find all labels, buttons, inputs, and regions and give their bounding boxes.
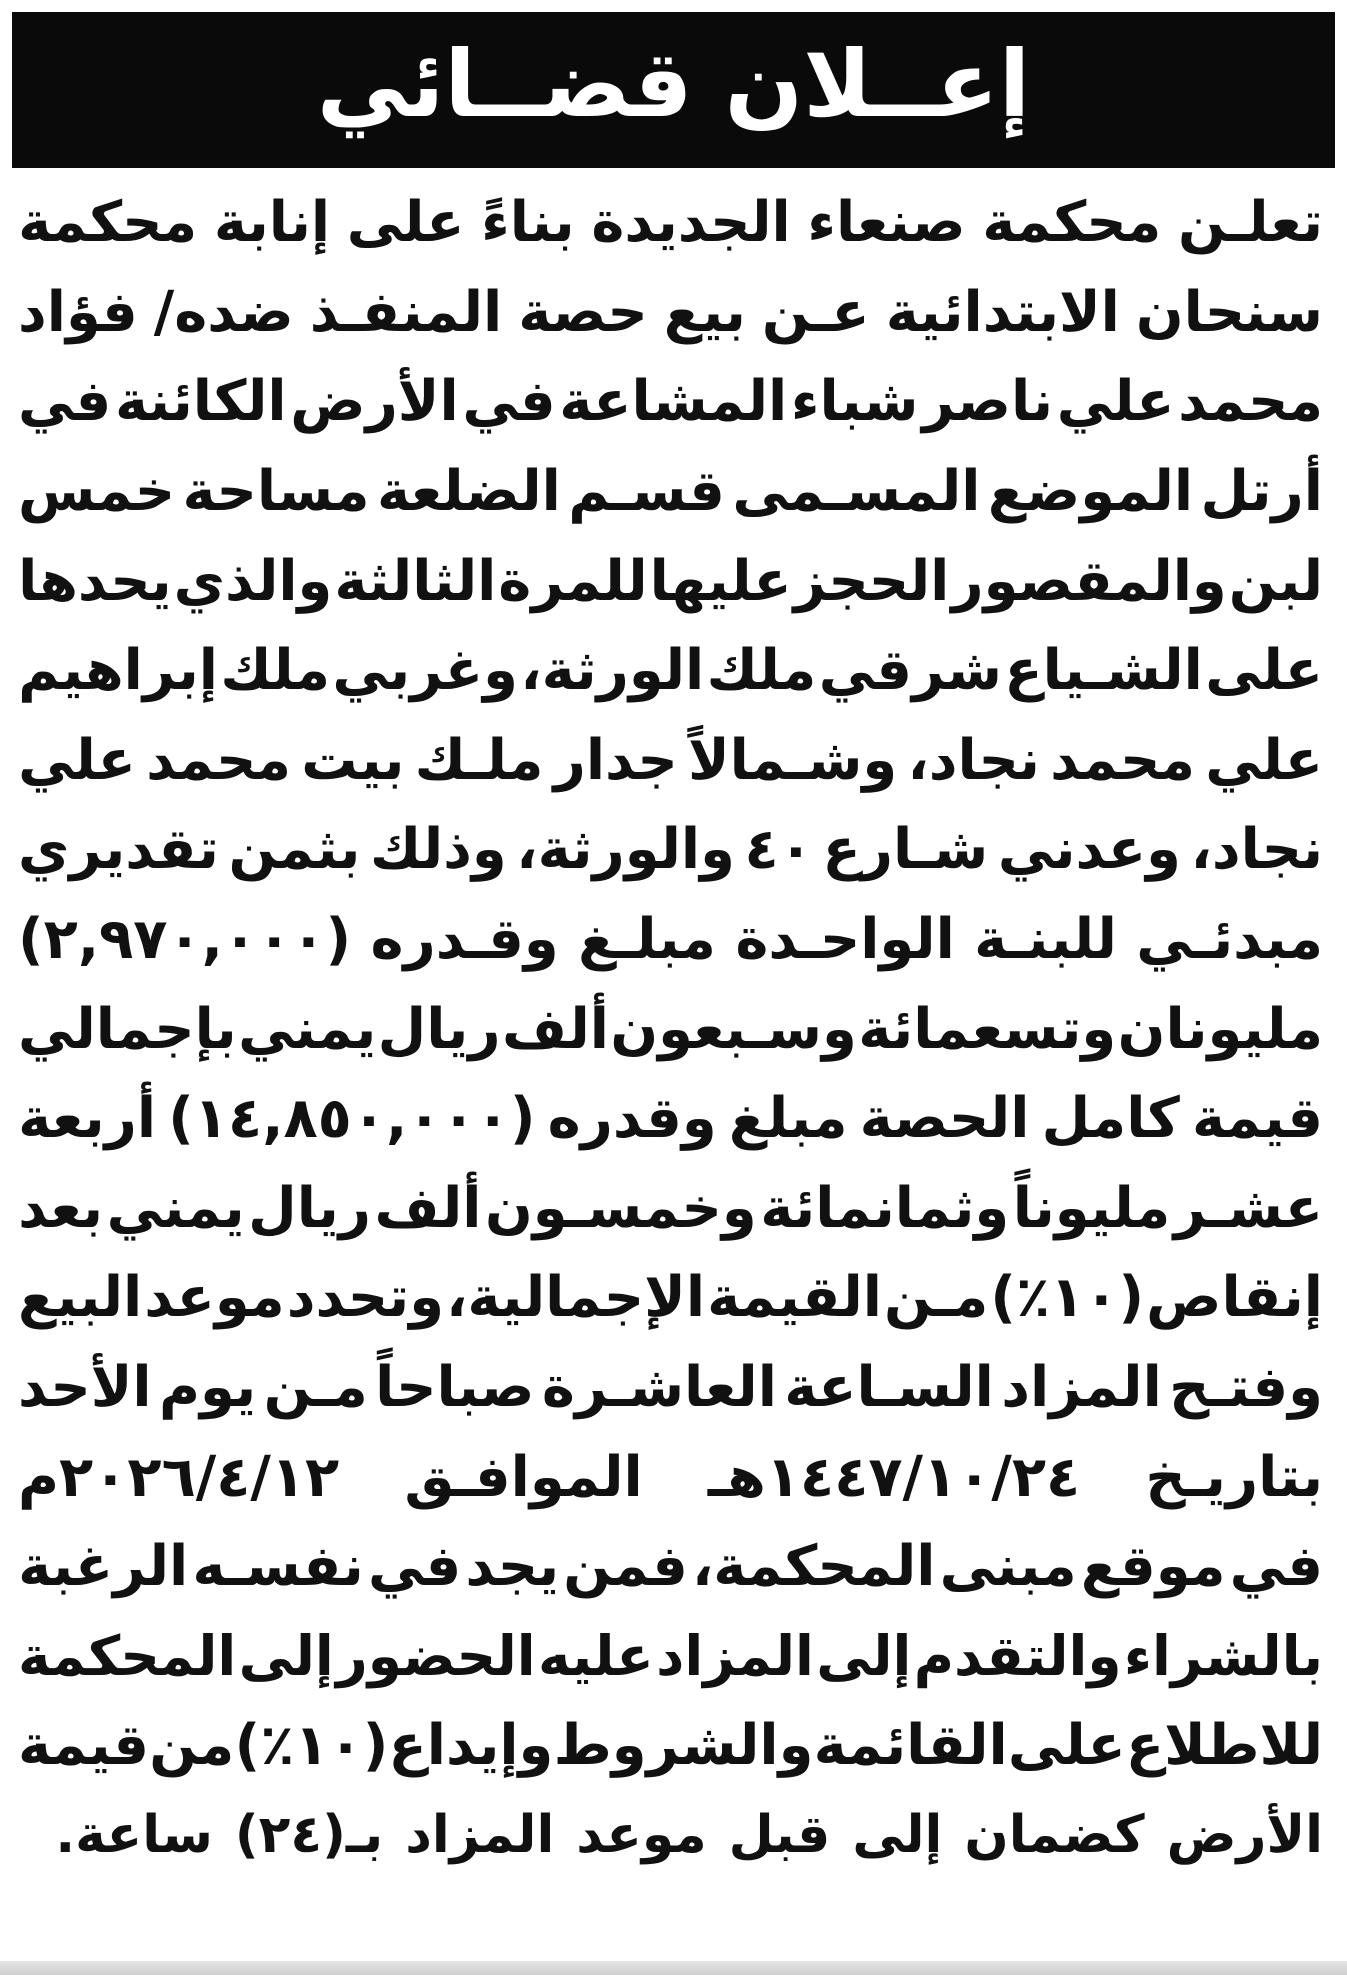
notice-line: محمد علي ناصر شباء المشاعة في الأرض الكائنة في (18, 369, 1323, 435)
notice-line: للاطلاع على القائمة والشروط وإيداع (١٠٪) من قيمة (18, 1713, 1323, 1779)
notice-line: عشـر مليوناً وثمانمائة وخمسـون ألف ريال يمني بعد (18, 1175, 1323, 1241)
notice-title: إعــلان قضــائي (316, 31, 1031, 138)
notice-line: لبن والمقصور الحجز عليها للمرة الثالثة والذي يحدها (18, 548, 1323, 614)
notice-header (12, 12, 1335, 168)
notice-line: بالشراء والتقدم إلى المزاد عليه الحضور إلى المحكمة (18, 1624, 1323, 1689)
notice-line: في موقع مبنى المحكمة، فمن يجد في نفسـه الرغبة (18, 1534, 1323, 1600)
notice-line: سنحان الابتدائية عـن بيع حصة المنفـذ ضده/ فؤاد (18, 279, 1323, 345)
notice-line: نجاد، وعدني شـارع ٤٠ والورثة، وذلك بثمن تقديري (18, 817, 1323, 883)
notice-line: أرتل الموضع المسـمى قسـم الضلعة مساحة خمس (18, 459, 1323, 525)
notice-line: على الشـياع شرقي ملك الورثة، وغربي ملك إبراهيم (18, 638, 1323, 704)
notice-line: الأرض كضمان إلى قبل موعد المزاد بـ(٢٤) ساعة. (55, 1805, 1323, 1866)
notice-line: بتاريـخ ١٤٤٧/١٠/٢٤هـ الموافـق ٢٠٢٦/٤/١٢م (18, 1444, 1323, 1510)
notice-line: إنقاص (١٠٪) مـن القيمة الإجمالية، وتحدد موعد البيع (18, 1265, 1323, 1331)
notice-body (18, 178, 1323, 1880)
notice-line: قيمة كامل الحصة مبلغ وقدره (١٤,٨٥٠,٠٠٠) أربعة (18, 1086, 1323, 1152)
notice-line: مليونان وتسعمائة وسـبعون ألف ريال يمني بإجمالي (18, 996, 1323, 1062)
notice-line: مبدئـي للبنـة الواحـدة مبلـغ وقـدره (٢,٩٧٠,٠٠٠) (18, 907, 1323, 973)
bottom-edge (0, 1961, 1347, 1975)
notice-line: وفتـح المزاد السـاعة العاشـرة صباحاً مـن يوم الأحد (18, 1355, 1323, 1421)
notice-line: تعلـن محكمة صنعاء الجديدة بناءً على إنابة محكمة (18, 190, 1323, 256)
notice-line: علي محمد نجاد، وشـمالاً جدار ملـك بيت محمد علي (18, 727, 1323, 793)
